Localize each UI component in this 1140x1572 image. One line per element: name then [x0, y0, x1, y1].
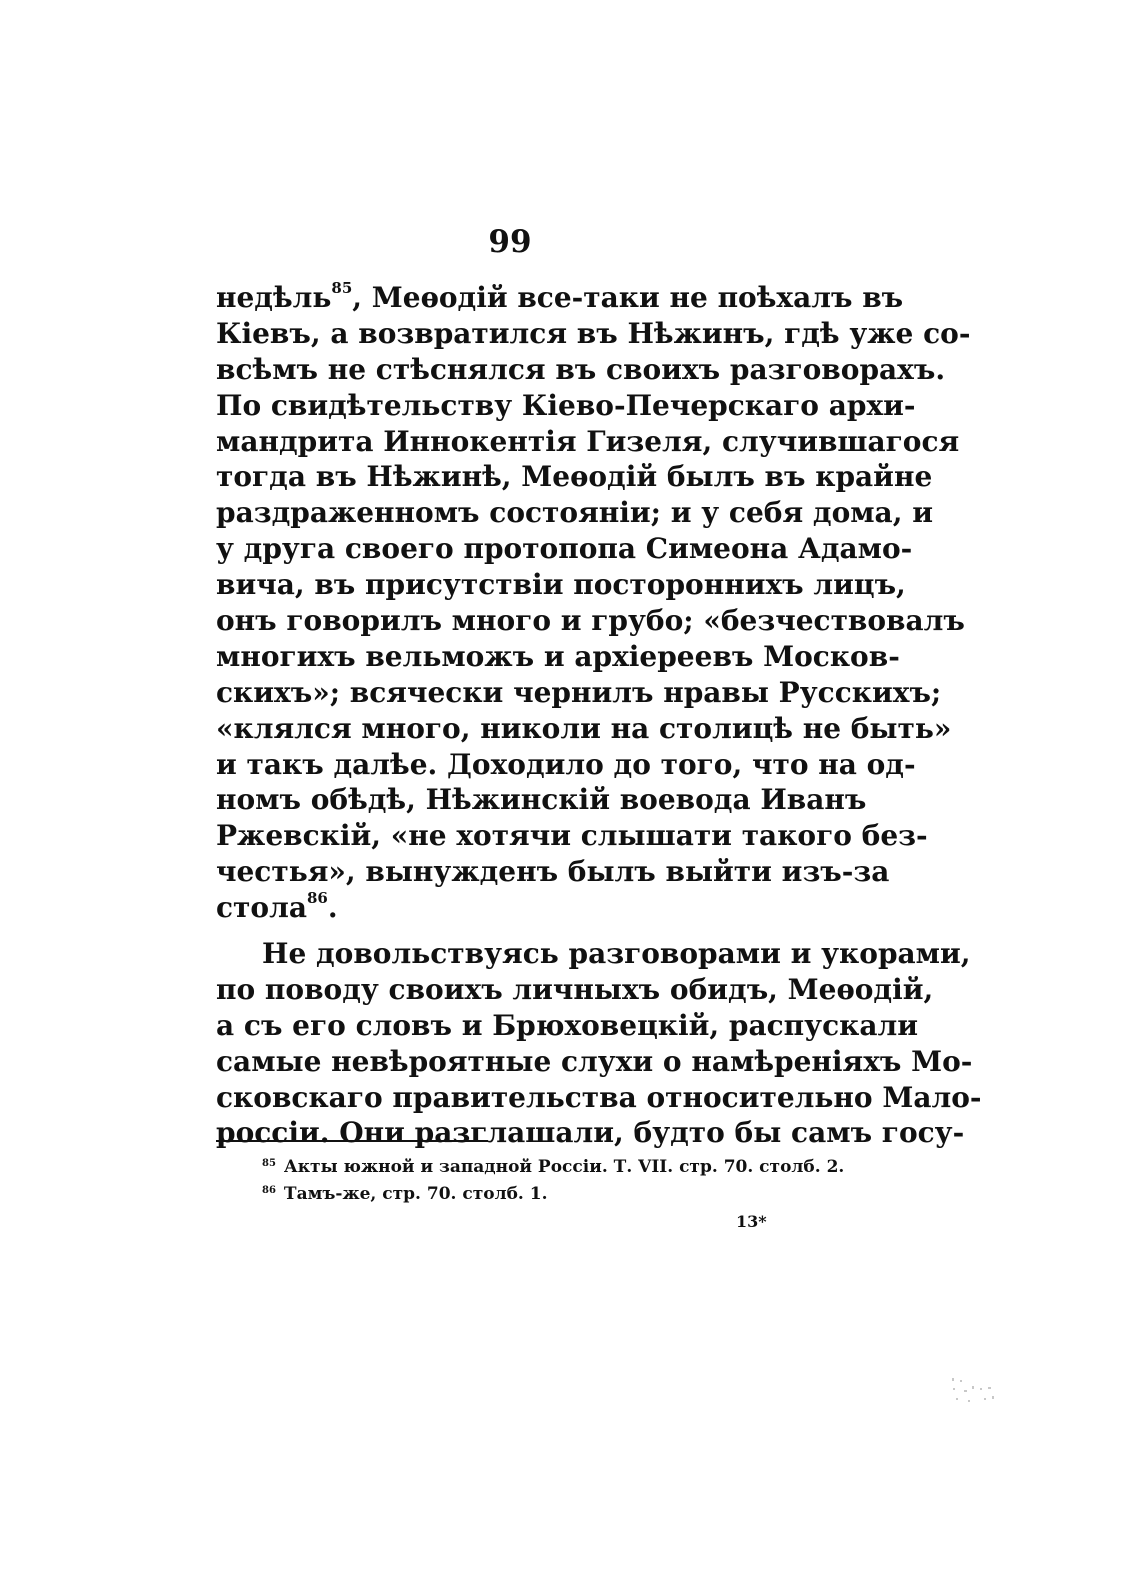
footnote-text: Тамъ-же, стр. 70. столб. 1. — [283, 1184, 548, 1204]
text-line — [216, 747, 916, 783]
text-line — [216, 388, 916, 424]
text-line — [216, 352, 946, 388]
text-run: по поводу своихъ личныхъ обидъ, Меѳодій, — [216, 972, 934, 1006]
text-line — [216, 1115, 965, 1151]
text-run: мандрита Иннокентія Гизеля, случившагося — [216, 424, 960, 458]
text-run: Кіевъ, а возвратился въ Нѣжинъ, гдѣ уже со- — [216, 316, 971, 350]
signature-mark: 13* — [736, 1212, 767, 1231]
footnote-rule — [216, 1140, 488, 1142]
footnotes — [262, 1154, 845, 1208]
text-run: скихъ»; всячески чернилъ нравы Русскихъ; — [216, 675, 942, 709]
text-run: многихъ вельможъ и архіереевъ Москов- — [216, 639, 900, 673]
text-line — [216, 711, 952, 747]
text-line — [216, 936, 971, 972]
text-line — [216, 1008, 918, 1044]
text-line — [216, 316, 971, 352]
text-line — [216, 1044, 973, 1080]
text-run: честья», вынужденъ былъ выйти изъ-за — [216, 855, 890, 889]
text-run: недѣль — [216, 281, 332, 314]
text-run: Не довольствуясь разговорами и укорами, — [262, 937, 971, 971]
text-line — [216, 972, 934, 1008]
text-line — [216, 603, 965, 639]
text-run: раздраженномъ состояніи; и у себя дома, и — [216, 496, 933, 530]
text-run: у друга своего протопопа Симеона Адамо- — [216, 532, 913, 566]
text-run: и такъ далѣе. Доходило до того, что на од- — [216, 747, 916, 781]
text-run: По свидѣтельству Кіево-Печерскаго архи- — [216, 388, 916, 422]
text-run: . — [327, 891, 338, 925]
footnote-reference: 86 — [306, 889, 328, 908]
text-line — [216, 424, 960, 460]
footnote-number: 85 — [262, 1158, 276, 1169]
text-run: , Меѳодій все-таки не поѣхалъ въ — [352, 281, 904, 314]
footnote-reference: 85 — [331, 279, 353, 297]
footnote — [262, 1154, 845, 1181]
text-line — [216, 279, 904, 316]
text-run: сковскаго правительства относительно Мало- — [216, 1080, 982, 1114]
text-line — [216, 675, 942, 711]
text-line — [216, 639, 900, 675]
text-line — [216, 890, 808, 926]
text-run: россіи. Они разглашали, будто бы самъ госу- — [216, 1116, 965, 1150]
body-text — [216, 279, 982, 1151]
footnote-text: Акты южной и западной Россіи. Т. VII. стр. 70. столб. 2. — [283, 1157, 845, 1177]
text-run: номъ обѣдѣ, Нѣжинскій воевода Иванъ — [216, 783, 867, 817]
text-run: Ржевскій, «не хотячи слышати такого без- — [216, 819, 928, 853]
text-line — [216, 459, 933, 495]
text-line — [216, 1080, 982, 1116]
text-line — [216, 567, 906, 603]
footnote-number: 86 — [262, 1185, 276, 1196]
text-run: стола — [216, 891, 307, 925]
text-run: всѣмъ не стѣснялся въ своихъ разговорахъ. — [216, 352, 946, 386]
text-line — [216, 531, 913, 567]
text-line — [216, 495, 933, 531]
page-number: 99 — [488, 224, 532, 260]
text-line — [216, 782, 867, 818]
text-run: вича, въ присутствіи постороннихъ лицъ, — [216, 568, 906, 602]
text-line — [216, 854, 890, 890]
text-run: онъ говорилъ много и грубо; «безчествовалъ — [216, 604, 965, 638]
text-run: тогда въ Нѣжинѣ, Меѳодій былъ въ крайне — [216, 460, 933, 494]
text-line — [216, 818, 928, 854]
footnote — [262, 1181, 802, 1208]
scan-speck — [950, 1376, 998, 1406]
text-run: а съ его словъ и Брюховецкій, распускали — [216, 1008, 918, 1042]
text-run: самые невѣроятные слухи о намѣреніяхъ Мо- — [216, 1044, 973, 1078]
text-run: «клялся много, николи на столицѣ не быть» — [216, 711, 952, 745]
